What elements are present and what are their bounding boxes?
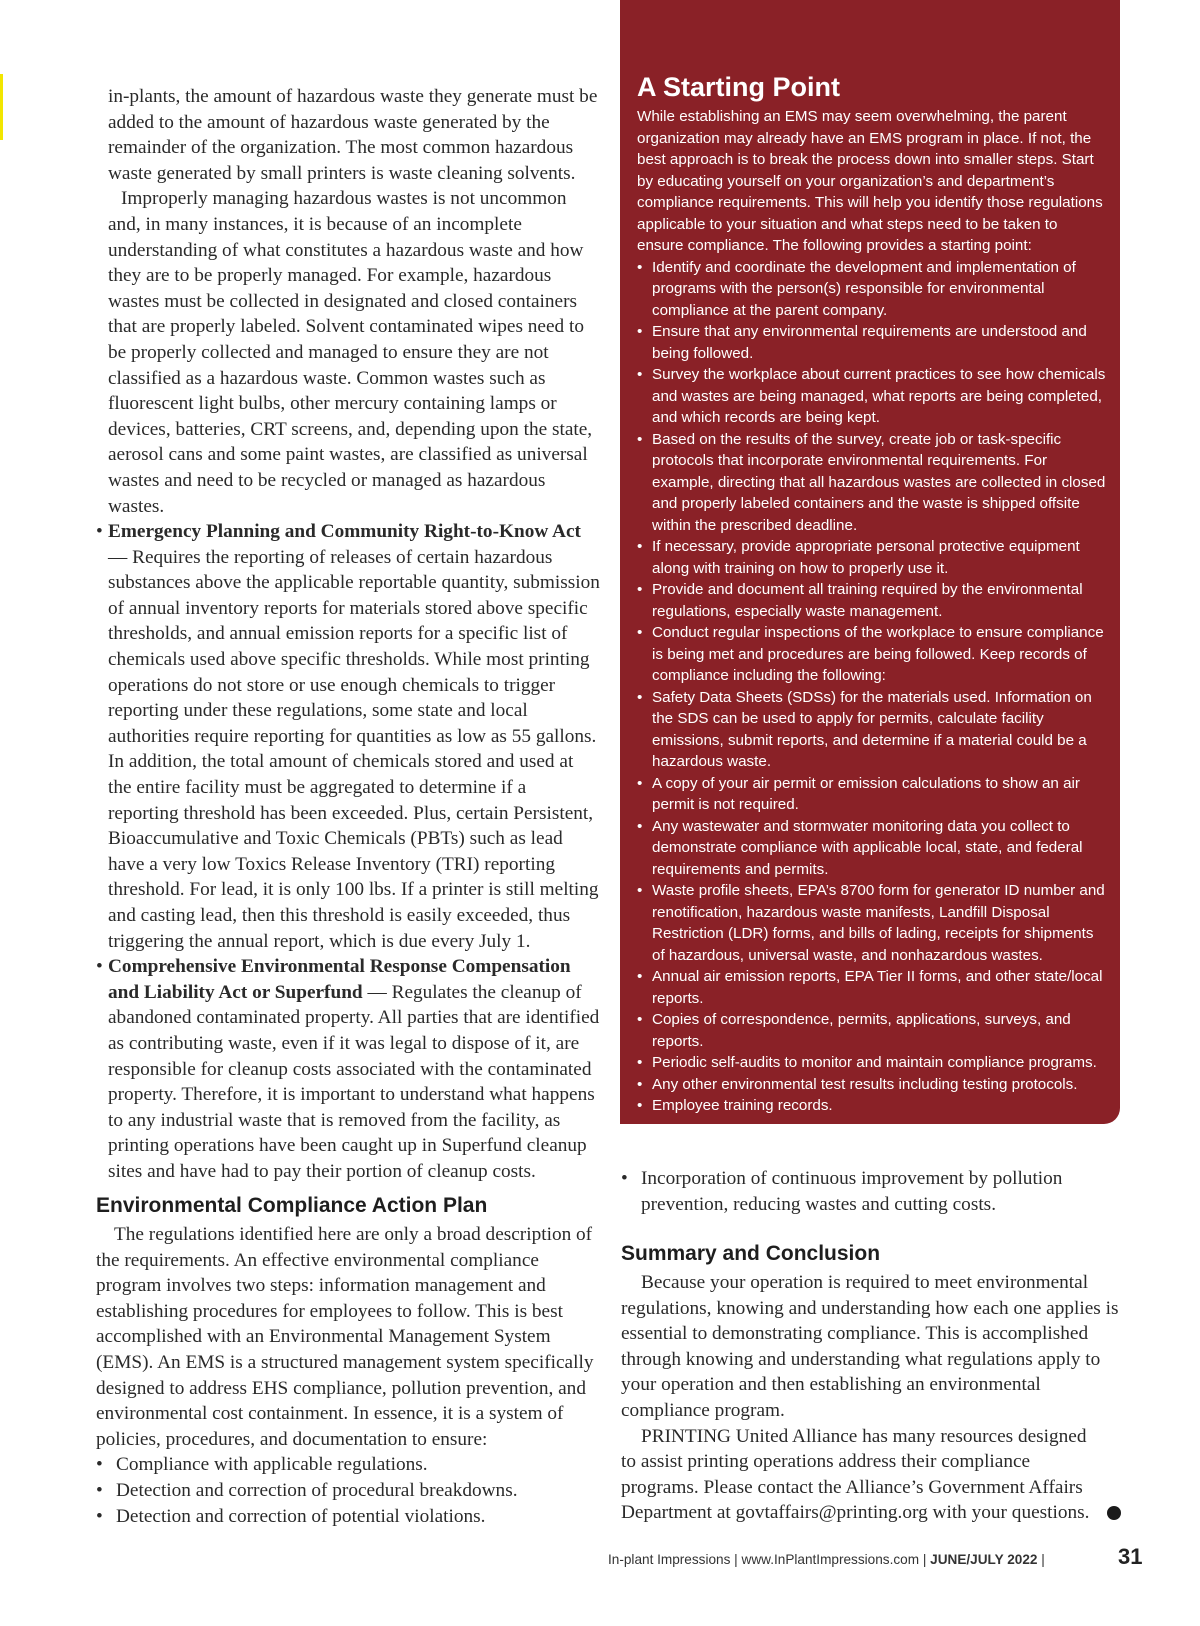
bullet-epcra-text: — Requires the reporting of releases of certain hazardous substances above the applicable reportable quantity, submission of annual inventory reports for materials stored above specific thresholds, and annual emission reports for a specific list of chemicals used above specific thresholds. While most printing operations do not store or use enough chemicals to trigger reporting under these regulations, some state and local authorities require reporting for quantities as low as 55 gallons. In addition, the total amount of chemicals stored and used at the entire facility must be aggregated to determine if a reporting threshold has been exceeded. Plus, certain Persistent, Bioaccumulative and Toxic Chemicals (PBTs) such as lead have a very low Toxics Release Inventory (TRI) reporting threshold. For lead, it is only 100 lbs. If a printer is still melting and casting lead, then this threshold is easily exceeded, thus triggering the annual report, which is due every July 1. xyxy=(108,546,600,952)
env-section-heading: Environmental Compliance Action Plan xyxy=(96,1194,488,1217)
bullet-dot: • xyxy=(637,430,643,448)
footer-separator: | xyxy=(1037,1552,1045,1567)
list-item xyxy=(637,364,1107,429)
bullet-dot: • xyxy=(637,1054,643,1071)
list-item-text: A copy of your air permit or emission calculations to show an air permit is not required. xyxy=(652,774,1080,813)
list-item-text: Detection and correction of potential violations. xyxy=(116,1505,486,1527)
footer-website: www.InPlantImpressions.com xyxy=(741,1552,920,1567)
list-item-text: Identify and coordinate the development and implementation of programs with the person(s) responsible for environmental compliance at the parent company. xyxy=(652,258,1076,319)
list-item-text: Provide and document all training required by the environmental regulations, especially waste management. xyxy=(652,581,1083,620)
list-item xyxy=(637,536,1107,579)
footer-publication: In-plant Impressions xyxy=(608,1552,731,1567)
bullet-dot: • xyxy=(96,521,103,543)
list-item xyxy=(637,321,1107,364)
list-item xyxy=(637,880,1107,966)
footer-issue: JUNE/JULY 2022 xyxy=(930,1552,1038,1567)
bullet-epcra xyxy=(96,519,601,954)
bullet-superfund-title: Comprehensive Environmental Response Compensation and Liability Act or Superfund xyxy=(108,956,571,1003)
bullet-dot: • xyxy=(637,882,643,899)
list-item-text: Periodic self-audits to monitor and maintain compliance programs. xyxy=(652,1054,1097,1071)
bullet-superfund xyxy=(96,954,601,1184)
paragraph-intro: in-plants, the amount of hazardous waste they generate must be added to the amount of hazardous waste generated by the remainder of the organization. The most common hazardous waste generated by small printers is waste cleaning solvents. xyxy=(108,86,598,184)
bullet-dot: • xyxy=(96,956,103,978)
bullet-epcra-title: Emergency Planning and Community Right-to-Know Act xyxy=(108,521,581,543)
list-item xyxy=(637,1095,1107,1117)
bullet-dot: • xyxy=(637,258,643,276)
sidebar-starting-point xyxy=(620,0,1120,1124)
list-item-text: Detection and correction of procedural breakdowns. xyxy=(116,1479,518,1501)
bullet-dot: • xyxy=(637,1097,643,1114)
list-item-text: Any wastewater and stormwater monitoring data you collect to demonstrate compliance with applicable local, state, and federal requirements and permits. xyxy=(652,817,1083,878)
end-of-article-icon xyxy=(1107,1506,1121,1520)
paragraph-hazardous-waste: Improperly managing hazardous wastes is not uncommon and, in many instances, it is because of an incomplete understanding of what constitutes a hazardous waste and how they are to be properly managed. For example, hazardous wastes must be collected in designated and closed containers that are properly labeled. Solvent contaminated wipes need to be properly collected and managed to ensure they are not classified as a hazardous waste. Common wastes such as fluorescent light bulbs, other mercury containing lamps or devices, batteries, CRT screens, and, depending upon the state, aerosol cans and some paint wastes, are classified as universal wastes and need to be recycled or managed as hazardous wastes. xyxy=(108,188,593,517)
list-item-text: Safety Data Sheets (SDSs) for the materials used. Information on the SDS can be used to apply for permits, calculate facility emissions, submit reports, and determine if a material could be a hazardous waste. xyxy=(652,688,1092,770)
list-item xyxy=(637,257,1107,322)
list-item xyxy=(637,966,1107,1009)
sidebar-title: A Starting Point xyxy=(637,72,840,102)
bullet-dot: • xyxy=(637,624,643,641)
list-item-text: Annual air emission reports, EPA Tier II forms, and other state/local reports. xyxy=(652,968,1103,1007)
list-item xyxy=(637,773,1107,816)
list-item xyxy=(637,622,1107,687)
list-item-text: Conduct regular inspections of the workplace to ensure compliance is being met and procedures are being followed. Keep records of compliance including the following: xyxy=(652,624,1104,684)
bullet-dot: • xyxy=(637,1075,643,1093)
list-item xyxy=(621,1166,1121,1217)
bullet-dot: • xyxy=(96,1454,103,1476)
bullet-dot: • xyxy=(621,1168,628,1189)
bullet-dot: • xyxy=(637,774,643,792)
list-item xyxy=(637,816,1107,881)
bullet-dot: • xyxy=(637,688,643,706)
list-item-text: Compliance with applicable regulations. xyxy=(116,1454,428,1476)
bullet-dot: • xyxy=(637,817,643,835)
list-item xyxy=(637,1009,1107,1052)
right-column xyxy=(621,1166,1121,1217)
list-item-text: Any other environmental test results including testing protocols. xyxy=(652,1075,1078,1093)
summary-heading: Summary and Conclusion xyxy=(621,1242,881,1265)
env-section-body xyxy=(96,1222,606,1529)
footer-separator: | xyxy=(919,1552,931,1567)
sidebar-intro: While establishing an EMS may seem overwhelming, the parent organization may already have an EMS program in place. If not, the best approach is to break the process down into smaller steps. Start by educating yourself on your organization’s and department’s compliance requirements. This will help you identify those regulations applicable to your situation and what steps need to be taken to ensure compliance. The following provides a starting point: xyxy=(637,108,1103,254)
list-item-text: Ensure that any environmental requirements are understood and being followed. xyxy=(652,323,1087,362)
list-item xyxy=(637,1052,1107,1074)
list-item-text: Copies of correspondence, permits, applications, surveys, and reports. xyxy=(652,1011,1071,1050)
env-paragraph: The regulations identified here are only a broad description of the requirements. An effective environmental compliance program involves two steps: information management and establishing procedures for employees to follow. This is best accomplished with an Environmental Management System (EMS). An EMS is a structured management system specifically designed to address EHS compliance, pollution prevention, and environmental cost containment. In essence, it is a system of policies, procedures, and documentation to ensure: xyxy=(96,1224,594,1450)
list-item xyxy=(96,1504,606,1530)
list-item xyxy=(637,429,1107,537)
yellow-edge-marker xyxy=(0,74,3,140)
list-item-text: Employee training records. xyxy=(652,1097,833,1114)
summary-body xyxy=(621,1270,1121,1526)
bullet-dot: • xyxy=(637,968,643,985)
page-footer xyxy=(608,1552,1148,1567)
bullet-dot: • xyxy=(637,323,643,340)
bullet-dot: • xyxy=(96,1505,103,1527)
list-item-text: Incorporation of continuous improvement by pollution prevention, reducing wastes and cutting costs. xyxy=(641,1168,1063,1215)
sidebar-list xyxy=(637,257,1107,1117)
list-item-text: Survey the workplace about current practices to see how chemicals and wastes are being managed, what reports are being completed, and which records are being kept. xyxy=(652,366,1106,426)
list-item xyxy=(96,1478,606,1504)
list-item xyxy=(637,579,1107,622)
summary-paragraph-2: PRINTING United Alliance has many resources designed to assist printing operations address their compliance programs. Please contact the Alliance’s Government Affairs Department at govtaffairs@printing.org with your questions. xyxy=(621,1425,1090,1524)
env-bullet-list xyxy=(96,1452,606,1529)
list-item xyxy=(637,687,1107,773)
bullet-dot: • xyxy=(637,581,643,598)
summary-paragraph-1: Because your operation is required to meet environmental regulations, knowing and understanding how each one applies is essential to demonstrating compliance. This is accomplished through knowing and understanding what regulations apply to your operation and then establishing an environmental compliance program. xyxy=(621,1272,1119,1421)
list-item xyxy=(637,1074,1107,1096)
bullet-dot: • xyxy=(637,538,643,555)
bullet-dot: • xyxy=(96,1479,103,1501)
bullet-dot: • xyxy=(637,366,643,383)
bullet-superfund-text: — Regulates the cleanup of abandoned contaminated property. All parties that are identified as contributing waste, even if it was legal to dispose of it, are responsible for cleanup costs associated with the contaminated property. Therefore, it is important to understand what happens to any industrial waste that is removed from the facility, as printing operations have been caught up in Superfund cleanup sites and have had to pay their portion of cleanup costs. xyxy=(108,981,600,1182)
left-column xyxy=(96,84,601,1185)
page-number: 31 xyxy=(1118,1544,1143,1569)
list-item-text: If necessary, provide appropriate personal protective equipment along with training on how to properly use it. xyxy=(652,538,1080,577)
sidebar-body xyxy=(637,106,1107,1117)
list-item xyxy=(96,1452,606,1478)
list-item-text: Based on the results of the survey, create job or task-specific protocols that incorporate environmental requirements. For example, directing that all hazardous wastes are collected in closed and properly labeled containers and the waste is shipped offsite within the prescribed deadline. xyxy=(652,430,1106,534)
footer-separator: | xyxy=(730,1552,742,1567)
bullet-dot: • xyxy=(637,1011,643,1028)
list-item-text: Waste profile sheets, EPA’s 8700 form for generator ID number and renotification, hazardous waste manifests, Landfill Disposal Restriction (LDR) forms, and bills of lading, receipts for shipments of hazardous, universal waste, and nonhazardous wastes. xyxy=(652,882,1105,964)
